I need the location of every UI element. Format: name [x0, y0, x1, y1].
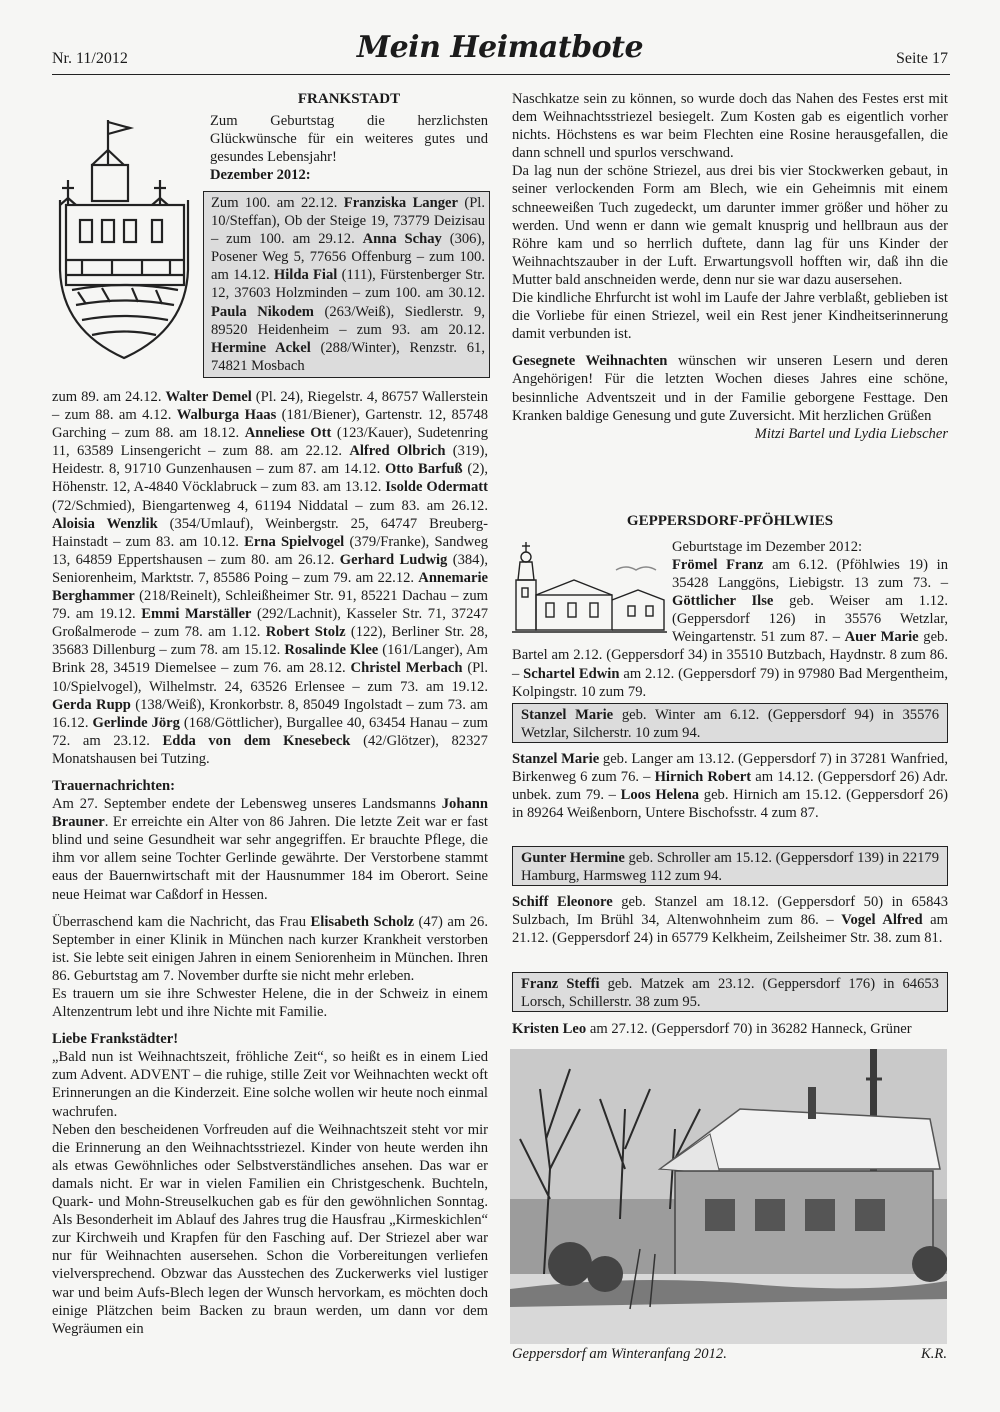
entry-text: (161/Langer), Am Brink 28, 34519 Diemelsee – zum 76. am 28.12. [52, 642, 488, 677]
frankstadt-birthday-list [52, 388, 488, 768]
masthead: Mein Heimatbote [356, 30, 644, 65]
greeting-lead: Gesegnete Weihnachten [512, 353, 668, 370]
person-name: Aloisia Wenzlik [52, 515, 158, 532]
geppersdorf-highlight-box-1 [512, 703, 948, 743]
person-name: Annemarie Berghammer [52, 569, 488, 605]
person-name: Anna Schay [362, 231, 442, 248]
person-name: Otto Barfuß [384, 461, 463, 478]
person-name: Gerhard Ludwig [339, 551, 448, 568]
trauer-paragraph-3: Es trauern um sie ihre Schwester Helene, die in der Schweiz in einem Altenzentrum lebt und ihre Nichte mit Familie. [52, 986, 488, 1021]
entry-text: (379/Franke), Sandweg 13, 64859 Eppertshausen – zum 80. am 26.12. [52, 533, 488, 568]
frankstadt-intro: Zum Geburtstag die herzlichsten Glückwünsche für ein weiteres gutes und gesundes Lebensjahr! [210, 113, 488, 166]
entry-text: (384), Seniorenheim, Marktstr. 7, 85586 Poing – zum 79. am 22.12. [52, 551, 488, 586]
entry-text: am 21.12. (Geppersdorf 24) in 65779 Kelkheim, Zeilsheimer Str. 38. zum 81. [512, 912, 949, 947]
photo-credit: K.R. [921, 1346, 947, 1362]
entry-text: (122), Berliner Str. 28, 35683 Dillenburg – zum 78. am 15.12. [52, 624, 488, 659]
entry-text: (72/Schmied), Biengartenweg 4, 61194 Niddatal – zum 83. am 26.12. [52, 497, 488, 514]
frankstadt-body [52, 388, 488, 1338]
entry-text: (292/Lachnit), Kasseler Str. 71, 37247 Großalmerode – zum 78. am 1.12. [52, 606, 488, 641]
greeting-text: wünschen wir unseren Lesern und deren Angehörigen! Für die letzten Wochen dieses Jahres eine schöne, besinnliche Adventszeit und in der Familie geborgene Festtage. Den Kranken baldige Genesung und gute Zuversicht. Mit herzlichen Grüßen [512, 353, 948, 424]
liebe-paragraph-2: Neben den bescheidenen Vorfreuden auf die Weihnachtszeit steht vor mir die Erinnerung an den Weihnachtsstriezel. Kinder von heute werden ihn als etwas Gewöhnliches oder Selbstverständliches ansehen. Das war er damals nicht. Er war in vielen Familien ein Christgeschenk. Buchteln, Quark- und Mohn-Streuselkuchen gab es für den gewöhnlichen Sonntag. Als Besonderheit im Ablauf des Jahres trug die Hausfrau „Kirmeskichlen“ zur Kirchweih und Krapfen für den Fasching auf. Der Striezel aber war nur für Weihnachten ausersehen. Schon die Vorbereitungen verliefen vielversprechend. Obzwar das Ausstechen des Zuckerwerks viel lustiger war und beim Aufs-Blech legen der Wunsch hervorkam, es möchten doch einige Plätzchen beim Backen zu braun werden, um dann vor dem Wegräumen ein [52, 1121, 488, 1337]
person-name: Isolde Odermatt [385, 479, 488, 496]
entry-text: geb. Matzek am 23.12. (Geppersdorf 176) in 64653 Lorsch, Schillerstr. 38 zum 95. [521, 976, 939, 1011]
entry-text: geb. Bartel am 2.12. (Geppersdorf 34) in 35510 Butzbach, Haydnstr. 8 zum 86. – [512, 629, 948, 682]
entry-text: (123/Kauer), Sudetenring 11, 63589 Linsengericht – zum 88. am 22.12. [52, 425, 488, 460]
person-name: Auer Marie [844, 629, 919, 646]
geppersdorf-highlight-box-3 [512, 972, 948, 1012]
geppersdorf-box-2-text [521, 850, 939, 884]
geppersdorf-box-3-text [521, 976, 939, 1010]
person-name: Stanzel Marie [512, 751, 600, 767]
person-name: Vogel Alfred [841, 912, 923, 929]
geppersdorf-entries-2 [512, 750, 948, 822]
person-name: Rosalinde Klee [284, 642, 379, 659]
geppersdorf-title: GEPPERSDORF-PFÖHLWIES [626, 513, 834, 529]
entry-text: Am 27. September endete der Lebensweg unseres Landsmanns [52, 796, 442, 813]
entry-text: am 6.12. (Pföhlwies 19) in 35428 Langgöns, Liebigstr. 13 zum 73. – [672, 557, 948, 592]
person-name: Erna Spielvogel [244, 533, 345, 550]
entry-text: (288/Winter), Renzstr. 61, 74821 Mosbach [211, 339, 485, 374]
entry-text: (Pl. 10/Steffan), Ob der Steige 19, 73779 Deizisau – zum 100. am 29.12. [211, 195, 486, 248]
entry-text: geb. Schroller am 15.12. (Geppersdorf 139) in 22179 Hamburg, Harmsweg 112 zum 94. [521, 850, 940, 885]
person-name: Johann Brauner [52, 796, 488, 831]
person-name: Gunter Hermine [521, 850, 625, 866]
person-name: Paula Nikodem [211, 303, 314, 320]
geppersdorf-entries-1-wrap [512, 556, 948, 701]
church-float-spacer [512, 556, 672, 636]
entry-text: . Er erreichte ein Alter von 86 Jahren. Die letzte Zeit war er fast blind und seine Gesundheit war sehr angegriffen. Er brauchte Pflege, die ihm vor allem seine Tochter Gerlinde gewährte. Der Verstorbene stammt eaus der Bauernwirtschaft mit der Hausnummer 184 im Oberort. Seine neue Heimat war Caßdorf in Hessen. [52, 814, 488, 903]
entry-text: zum 89. am 24.12. [52, 389, 166, 405]
entry-text: Überraschend kam die Nachricht, das Frau [52, 913, 311, 930]
person-name: Walter Demel [165, 389, 252, 405]
person-name: Loos Helena [620, 787, 700, 804]
entry-text: geb. Weiser am 1.12. (Geppersdorf 126) in 35576 Wetzlar, Weingartenstr. 51 zum 87. – [672, 593, 948, 646]
entry-text: (Pl. 24), Riegelstr. 4, 86757 Wallerstein – zum 88. am 4.12. [52, 389, 489, 424]
entry-text: (111), Fürstenberger Str. 12, 37603 Holzminden – zum 100. am 30.12. [211, 267, 485, 302]
person-name: Robert Stolz [265, 624, 346, 641]
entry-text: geb. Hirnich am 15.12. (Geppersdorf 26) in 89264 Weißenborn, Untere Bischofsstr. 4 zum 87. [512, 787, 948, 822]
person-name: Stanzel Marie [521, 707, 614, 723]
story-paragraph-2: Da lag nun der schöne Striezel, aus drei bis vier Stockwerken gebaut, in seiner verlockenden Form am Blech, wie ein Geheimnis mit einem schneeweißen Tuch zugedeckt, um darunter immer größer und höher zu werden. Und wenn er dann wie gemalt knusprig und hellbraun aus der Röhre kam und so herrlich duftete, dann lag für uns Kinder der Weihnachtszauber in der Luft. Erwartungsvoll hofften wir, daß ihn die Mutter bald anschneiden werde, denn nur sie war dazu ausersehen. [512, 163, 948, 288]
person-name: Gerlinde Jörg [92, 714, 180, 731]
trauer-heading: Trauernachrichten: [52, 777, 175, 794]
geppersdorf-intro: Geburtstage im Dezember 2012: [672, 539, 863, 555]
trauer-paragraph-2 [52, 913, 488, 985]
person-name: Walburga Haas [176, 407, 277, 424]
entry-text: (168/Göttlicher), Burgallee 40, 63454 Hanau – zum 72. am 23.12. [52, 714, 488, 749]
page-number: Seite 17 [896, 50, 948, 67]
person-name: Gerda Rupp [52, 696, 131, 713]
geppersdorf-box-1-text [521, 707, 939, 741]
person-name: Elisabeth Scholz [310, 913, 415, 930]
person-name: Schartel Edwin [523, 665, 620, 682]
geppersdorf-entries-4 [512, 1020, 948, 1038]
frankstadt-coat-of-arms-icon [52, 110, 197, 365]
entry-text: Zum 100. am 22.12. [211, 195, 344, 211]
person-name: Emmi Marställer [141, 606, 252, 623]
person-name: Frömel Franz [672, 557, 764, 573]
header-rule [52, 74, 950, 75]
entry-text: geb. Langer am 13.12. (Geppersdorf 7) in 37281 Wanfried, Birkenweg 6 zum 76. – [512, 751, 948, 786]
person-name: Schiff Eleonore [512, 894, 613, 910]
trauer-paragraph-1 [52, 795, 488, 904]
person-name: Göttlicher Ilse [672, 593, 774, 610]
person-name: Hilda Fial [273, 267, 338, 284]
farmhouse-illustration [510, 1049, 947, 1344]
issue-number: Nr. 11/2012 [52, 50, 128, 67]
frankstadt-highlight-box [203, 191, 490, 378]
entry-text: (42/Glötzer), 82327 Monatshausen bei Tutzing. [52, 732, 488, 767]
frankstadt-title: FRANKSTADT [297, 91, 401, 107]
story-paragraph-3: Die kindliche Ehrfurcht ist wohl im Laufe der Jahre verblaßt, geblieben ist die Vorliebe für einen Striezel, weil ein Rest jener Kindheitserinnerung damit verbunden ist. [512, 290, 948, 343]
frankstadt-box-text [211, 195, 485, 374]
entry-text: am 14.12. (Geppersdorf 26) Adr. unbek. zum 79. – [512, 769, 948, 804]
entry-text: geb. Winter am 6.12. (Geppersdorf 94) in 35576 Wetzlar, Silcherstr. 10 zum 94. [521, 707, 939, 742]
entry-text: am 27.12. (Geppersdorf 70) in 36282 Hanneck, Grüner [586, 1021, 912, 1037]
entry-text: (138/Weiß), Kronkorbstr. 8, 85049 Ingolstadt – zum 73. am 16.12. [52, 696, 488, 731]
liebe-heading: Liebe Frankstädter! [52, 1031, 179, 1048]
person-name: Hermine Ackel [211, 339, 311, 356]
frankstadt-month-heading: Dezember 2012: [210, 167, 311, 184]
person-name: Christel Merbach [350, 660, 463, 677]
entry-text: (306), Posener Weg 5, 77656 Offenburg – zum 100. am 14.12. [211, 231, 485, 284]
person-name: Franziska Langer [343, 195, 458, 211]
story-paragraph-1: Naschkatze sein zu können, so wurde doch das Nahen des Festes erst mit dem Weihnachtsstriezel besiegelt. Zum Kosten gab es eigentlich vorher nichts. Höchstens es war beim Flechten eine Rosine herausgefallen, die dann schnell und spurlos verschwand. [512, 91, 948, 162]
entry-text: (Pl. 10/Spielvogel), Wilhelmstr. 24, 63526 Erlensee – zum 73. am 19.12. [52, 660, 489, 695]
entry-text: (263/Weiß), Siedlerstr. 9, 89520 Heidenheim – zum 93. am 20.12. [211, 303, 485, 338]
entry-text: am 2.12. (Geppersdorf 79) in 97980 Bad Mergentheim, Kolpingstr. 10 zum 79. [512, 665, 949, 700]
greeting-signature: Mitzi Bartel und Lydia Liebscher [754, 425, 948, 442]
liebe-paragraph-1: „Bald nun ist Weihnachtszeit, fröhliche Zeit“, so heißt es in einem Lied zum Advent. ADVENT – die ruhige, stille Zeit vor Weihnachten weckt oft Erinnerungen an die Kinderzeit. Eine solche wollen wir heute noch einmal wachrufen. [52, 1049, 488, 1120]
entry-text: (2), Höhenstr. 12, A-4840 Vöcklabruck – zum 83. am 13.12. [52, 461, 488, 496]
person-name: Kristen Leo [512, 1021, 587, 1037]
geppersdorf-entries-3 [512, 893, 948, 947]
geppersdorf-highlight-box-2 [512, 846, 948, 886]
person-name: Hirnich Robert [654, 769, 752, 786]
entry-text: (181/Biener), Gartenstr. 12, 85748 Garching – zum 88. am 18.12. [52, 407, 488, 442]
story-continuation [512, 90, 948, 443]
entry-text: (354/Umlauf), Weinbergstr. 25, 64747 Breuberg-Hainstadt – zum 83. am 10.12. [52, 515, 488, 550]
person-name: Franz Steffi [521, 976, 600, 992]
person-name: Alfred Olbrich [349, 443, 446, 460]
entry-text: (218/Reinelt), Schleißheimer Str. 91, 85221 Dachau – zum 79. am 19.12. [52, 588, 488, 623]
photo-caption: Geppersdorf am Winteranfang 2012. [512, 1346, 727, 1362]
christmas-greeting [512, 352, 948, 442]
person-name: Anneliese Ott [244, 425, 332, 442]
person-name: Edda von dem Knesebeck [162, 732, 351, 749]
entry-text: (319), Heidestr. 8, 91710 Gunzenhausen – zum 87. am 14.12. [52, 443, 488, 478]
entry-text: geb. Stanzel am 18.12. (Geppersdorf 50) in 65843 Sulzbach, Im Brühl 34, Altenwohnheim zum 86. – [512, 894, 948, 929]
winter-farmhouse-photo [510, 1049, 947, 1344]
photo-caption-row [512, 1346, 947, 1363]
entry-text: (47) am 26. September in einer Klinik in München nach kurzer Krankheit verstorben ist. Sie lebte seit einigen Jahren in einem Seniorenheim in München. Ihren 86. Geburtstag am 7. November durfte sie nicht mehr erleben. [52, 913, 488, 984]
